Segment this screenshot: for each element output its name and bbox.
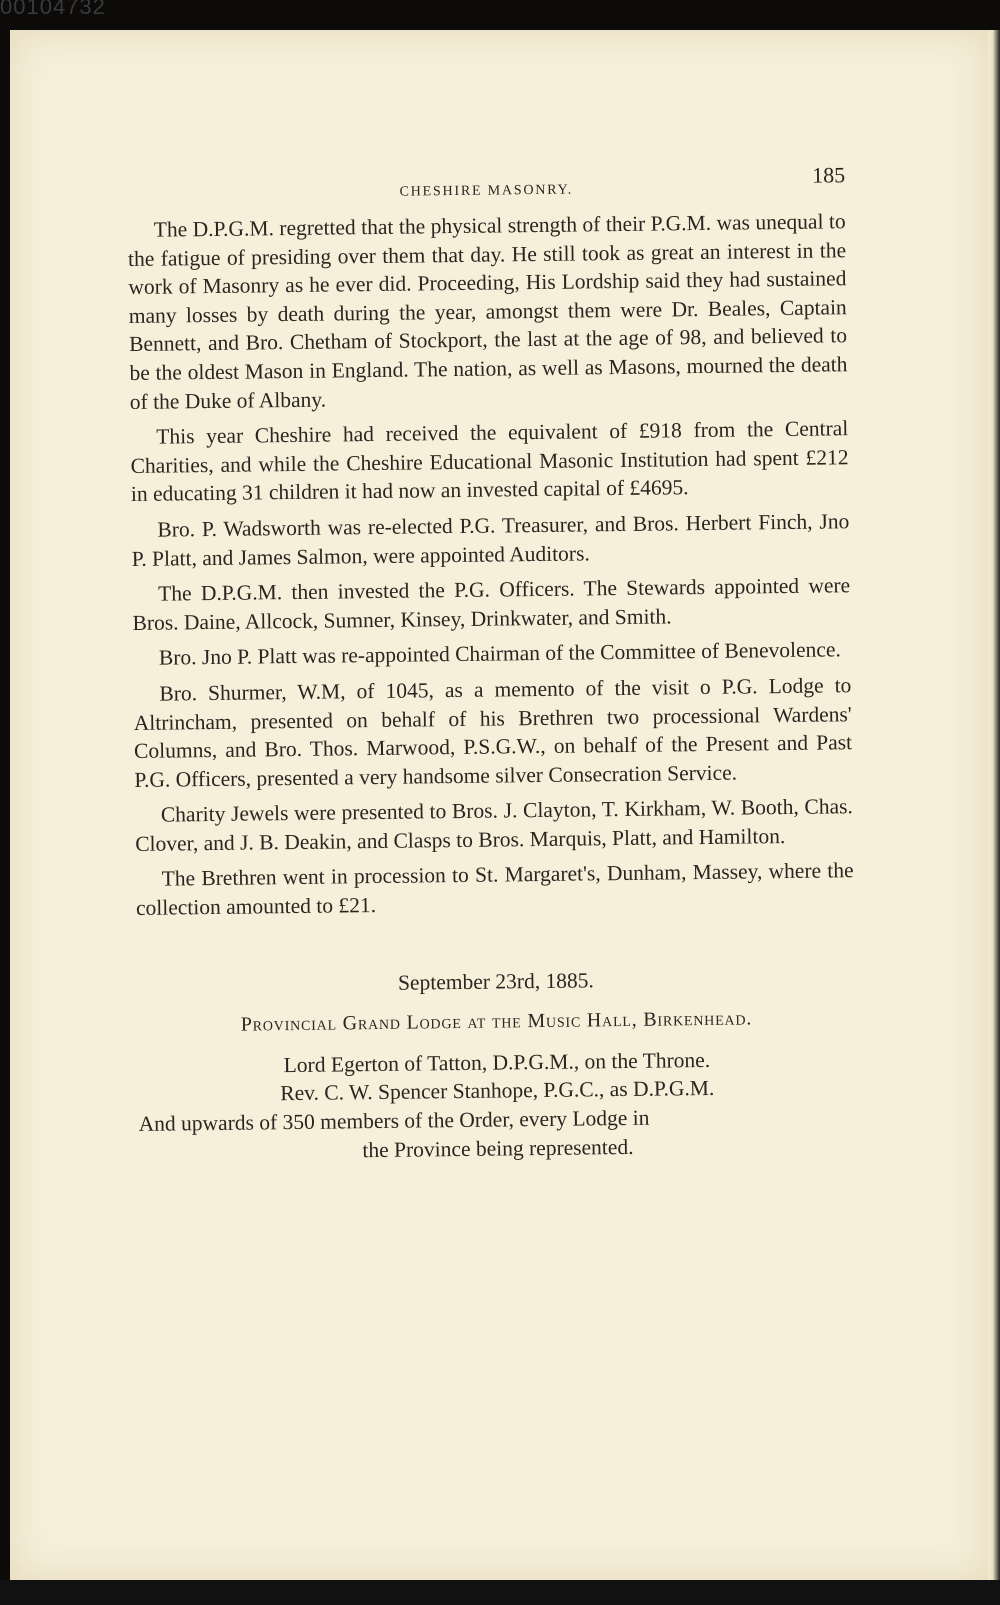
paragraph-benevolence: Bro. Jno P. Platt was re-appointed Chairman of the Committee of Benevolence.: [158, 637, 841, 670]
meeting-line-throne: Lord Egerton of Tatton, D.P.G.M., on the Throne.: [283, 1047, 711, 1077]
page-edge-shadow: [988, 30, 1000, 1580]
meeting-heading: Provincial Grand Lodge at the Music Hall, Birkenhead.: [240, 1007, 753, 1036]
paragraph-procession: The Brethren went in procession to St. Margaret's, Dunham, Massey, where the collection amounted to £21.: [135, 858, 854, 921]
paragraph-charities: This year Cheshire had received the equivalent of £918 from the Central Charities, and while the Cheshire Educational Masonic Institution had spent £212 in educating 31 children it had now an invested capital of £4695.: [130, 416, 849, 507]
meeting-line-members: And upwards of 350 members of the Order, every Lodge in: [138, 1105, 650, 1136]
meeting-date: September 23rd, 1885.: [397, 968, 594, 995]
scan-bottom-border: [0, 1580, 1000, 1605]
paragraph-charity-jewels: Charity Jewels were presented to Bros. J. Clayton, T. Kirkham, W. Booth, Chas. Clover, and J. B. Deakin, and Clasps to Bros. Marquis, Platt, and Hamilton.: [135, 794, 853, 856]
paragraph-wardens-columns: Bro. Shurmer, W.M, of 1045, as a memento of the visit o P.G. Lodge to Altrincham, presented on behalf of his Brethren two processional Wardens' Columns, and Bro. Thos. Marwood, P.S.G.W., on behalf of the Present and Past P.G. Officers, presented a very handsome silver Consecration Service.: [133, 673, 853, 792]
page-number: 185: [811, 162, 846, 188]
scan-id-label: 00104732: [0, 0, 106, 19]
paragraph-treasurer: Bro. P. Wadsworth was re-elected P.G. Treasurer, and Bros. Herbert Finch, Jno P. Platt, and James Salmon, were appointed Auditors.: [131, 509, 850, 571]
page-content: [127, 161, 857, 1167]
meeting-line-dpgm: Rev. C. W. Spencer Stanhope, P.G.C., as D.P.G.M.: [280, 1076, 715, 1106]
running-title: CHESHIRE MASONRY.: [399, 182, 574, 200]
running-header: [127, 161, 846, 216]
meeting-line-represented: the Province being represented.: [362, 1134, 634, 1162]
paragraph-dpgm-regretted: The D.P.G.M. regretted that the physical strength of their P.G.M. was unequal to the fatigue of presiding over them that day. He still took as great an interest in the work of Masonry as he ever did. Proceeding, His Lordship said they had sustained many losses by death during the year, amongst them were Dr. Beales, Captain Bennett, and Bro. Chetham of Stockport, the last at the age of 98, and believed to be the oldest Mason in England. The nation, as well as Masons, mourned the death of the Duke of Albany.: [127, 209, 848, 414]
paragraph-officers: The D.P.G.M. then invested the P.G. Officers. The Stewards appointed were Bros. Daine, Allcock, Sumner, Kinsey, Drinkwater, and Smith.: [132, 573, 851, 635]
